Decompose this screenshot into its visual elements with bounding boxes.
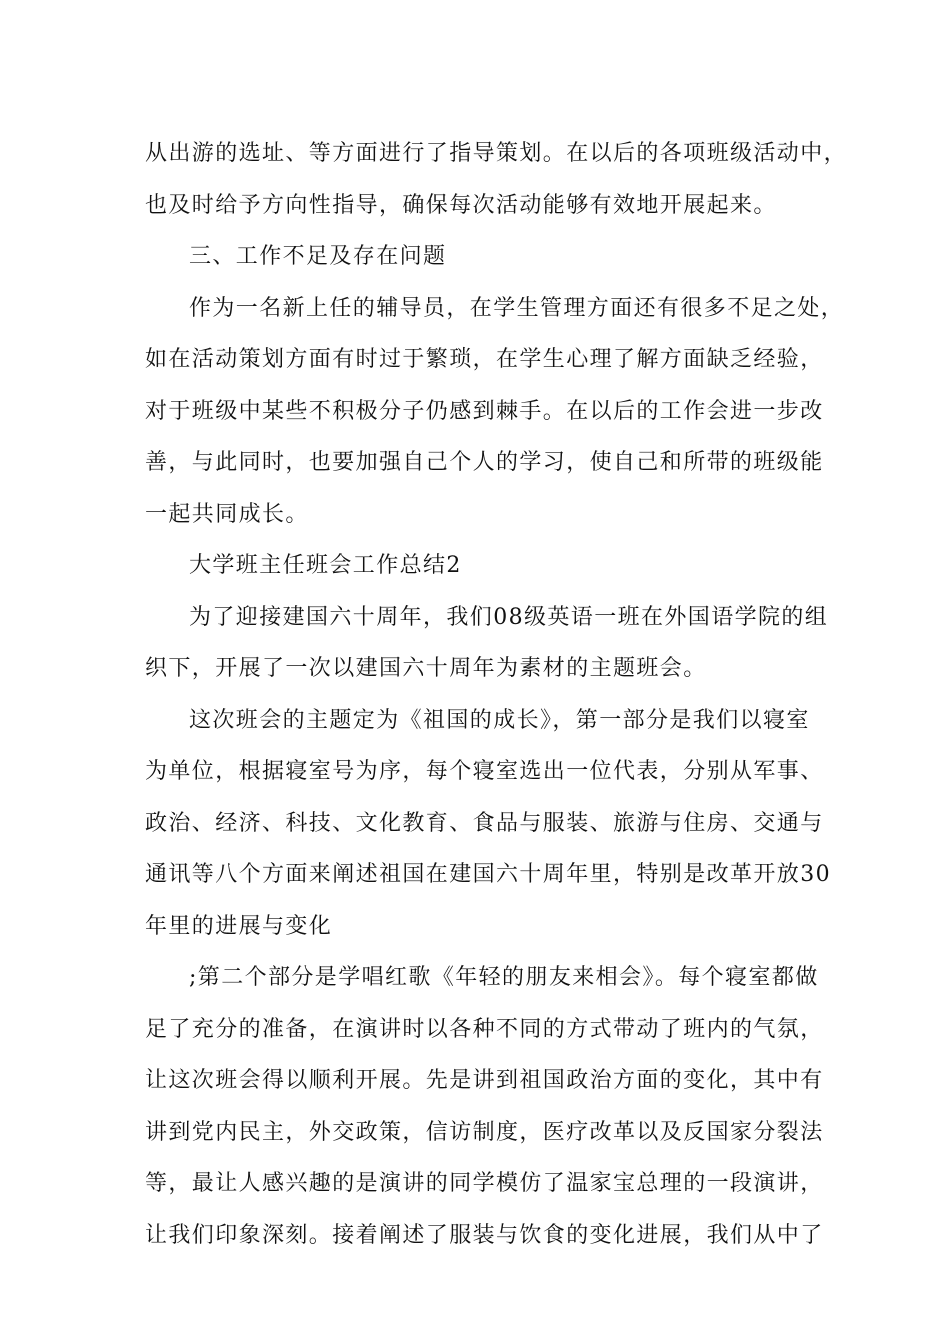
body-line: 等，最让人感兴趣的是演讲的同学模仿了温家宝总理的一段演讲， [145, 1171, 824, 1196]
body-line: 通讯等八个方面来阐述祖国在建国六十周年里，特别是改革开放30 [145, 862, 831, 887]
section-heading: 三、工作不足及存在问题 [189, 244, 447, 269]
body-line: 讲到党内民主，外交政策，信访制度，医疗改革以及反国家分裂法 [145, 1119, 824, 1145]
body-line: 让这次班会得以顺利开展。先是讲到祖国政治方面的变化，其中有 [145, 1068, 824, 1093]
body-line: 一起共同成长。 [145, 501, 309, 527]
body-line: 也及时给予方向性指导，确保每次活动能够有效地开展起来。 [145, 192, 777, 218]
body-line: 如在活动策划方面有时过于繁琐，在学生心理了解方面缺乏经验， [145, 347, 824, 372]
body-line: 作为一名新上任的辅导员，在学生管理方面还有很多不足之处， [189, 295, 845, 321]
body-line: 对于班级中某些不积极分子仍感到棘手。在以后的工作会进一步改 [145, 398, 824, 424]
body-line: 善，与此同时，也要加强自己个人的学习，使自己和所带的班级能 [145, 450, 824, 475]
body-line: 让我们印象深刻。接着阐述了服装与饮食的变化进展，我们从中了 [145, 1222, 824, 1248]
body-line: ;第二个部分是学唱红歌《年轻的朋友来相会》。每个寝室都做 [189, 965, 819, 990]
body-line: 从出游的选址、等方面进行了指导策划。在以后的各项班级活动中， [145, 141, 848, 166]
body-line: 为了迎接建国六十周年，我们08级英语一班在外国语学院的组 [189, 604, 829, 630]
body-line: 织下，开展了一次以建国六十周年为素材的主题班会。 [145, 656, 707, 681]
body-line: 为单位，根据寝室号为序，每个寝室选出一位代表，分别从军事、 [145, 759, 824, 784]
body-line: 政治、经济、科技、文化教育、食品与服装、旅游与住房、交通与 [145, 810, 824, 836]
body-line: 年里的进展与变化 [145, 913, 333, 939]
body-line: 这次班会的主题定为《祖国的成长》，第一部分是我们以寝室 [189, 707, 810, 733]
article-title: 大学班主任班会工作总结2 [189, 553, 462, 578]
body-line: 足了充分的准备，在演讲时以各种不同的方式带动了班内的气氛， [145, 1016, 824, 1042]
document-body [145, 128, 848, 1261]
